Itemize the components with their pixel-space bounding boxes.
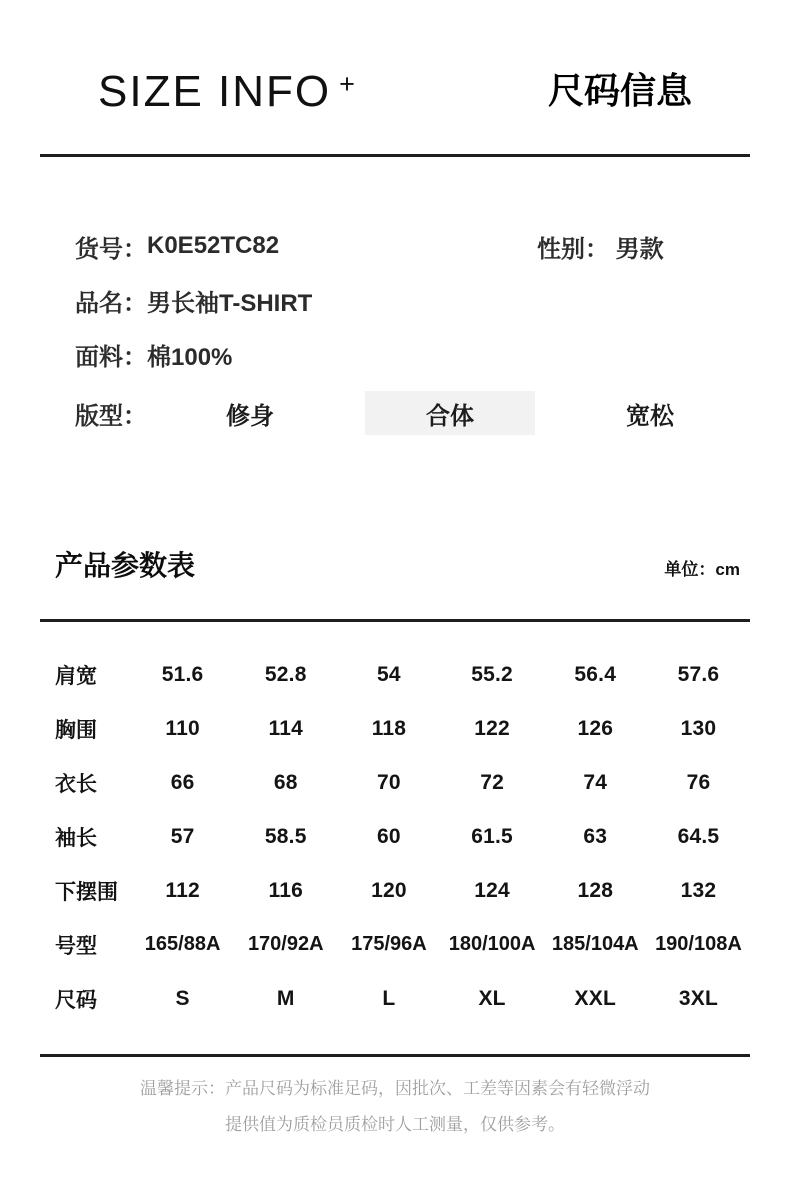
cell-value: 110 <box>165 716 200 740</box>
fabric-value: 棉100% <box>147 343 233 371</box>
footer-note-line2: 提供值为质检员质检时人工测量，仅供参考。 <box>225 1114 565 1134</box>
cell-value: S <box>175 986 190 1010</box>
fit-option-loose-label: 宽松 <box>626 402 674 430</box>
table-section-header <box>40 435 750 585</box>
table-unit: 单位：cm <box>664 559 740 579</box>
row-label: 胸围 <box>55 718 97 742</box>
product-name-value: 男长袖T-SHIRT <box>147 289 313 317</box>
cell-value: 190/108A <box>655 933 742 956</box>
info-row-fit <box>75 391 750 435</box>
gender-group <box>537 229 664 264</box>
cell-value: L <box>382 986 396 1010</box>
cell-value: 57 <box>170 824 195 848</box>
cell-value: M <box>276 986 295 1010</box>
fit-options <box>150 391 750 435</box>
row-label: 尺码 <box>55 988 97 1012</box>
cell-value: 51.6 <box>161 662 204 686</box>
row-label: 肩宽 <box>55 664 97 688</box>
cell-value: 128 <box>577 878 614 902</box>
table-title: 产品参数表 <box>55 550 196 581</box>
cell-value: 175/96A <box>351 933 427 956</box>
fit-option-regular[interactable] <box>350 391 550 435</box>
cell-value: 165/88A <box>144 933 221 956</box>
table-row-length <box>40 756 750 810</box>
cell-value: 66 <box>170 770 195 794</box>
cell-value: 52.8 <box>264 662 307 686</box>
cell-value: 70 <box>377 770 401 794</box>
cell-value: 74 <box>583 770 608 794</box>
gender-label: 性别： <box>537 235 609 263</box>
cell-value: 118 <box>371 716 407 740</box>
table-row-sleeve <box>40 810 750 864</box>
table-row-hem <box>40 864 750 918</box>
fit-label: 版型： <box>75 402 147 430</box>
row-label: 号型 <box>55 934 97 958</box>
fit-option-loose[interactable] <box>550 391 750 435</box>
cell-value: 126 <box>577 716 614 740</box>
fabric-label: 面料： <box>75 343 147 371</box>
table-row-sizetype <box>40 918 750 972</box>
fit-option-slim[interactable] <box>150 391 350 435</box>
cell-value: 56.4 <box>574 662 617 686</box>
footer-note-line1: 温馨提示：产品尺码为标准足码，因批次、工差等因素会有轻微浮动 <box>140 1078 650 1098</box>
cell-value: 55.2 <box>471 662 513 686</box>
page-header <box>40 0 750 154</box>
table-bottom-divider <box>40 1054 750 1057</box>
info-row-itemno-gender <box>75 229 750 263</box>
row-label: 袖长 <box>55 826 97 850</box>
cell-value: XL <box>478 986 506 1010</box>
item-no-label: 货号： <box>75 235 147 263</box>
cell-value: 180/100A <box>448 933 536 956</box>
size-table <box>40 622 750 1026</box>
footer-note <box>40 1071 750 1143</box>
title-english-text: SIZE INFO <box>98 67 332 116</box>
row-label: 下摆围 <box>55 880 118 904</box>
cell-value: 122 <box>474 716 510 740</box>
table-row-shoulder <box>40 648 750 702</box>
table-row-size <box>40 972 750 1026</box>
info-row-fabric <box>75 337 750 371</box>
cell-value: 57.6 <box>677 662 720 686</box>
cell-value: 58.5 <box>264 824 307 848</box>
title-chinese: 尺码信息 <box>547 70 692 111</box>
fit-option-regular-label: 合体 <box>365 391 535 435</box>
cell-value: 114 <box>268 716 303 740</box>
cell-value: 124 <box>474 878 510 902</box>
cell-value: 3XL <box>678 986 718 1010</box>
product-name-label: 品名： <box>75 289 147 317</box>
gender-value: 男款 <box>615 235 664 263</box>
row-label: 衣长 <box>55 772 97 796</box>
cell-value: 185/104A <box>551 933 639 956</box>
item-no-value: K0E52TC82 <box>147 232 280 259</box>
cell-value: 68 <box>273 770 298 794</box>
title-english <box>98 68 357 116</box>
item-no-group <box>75 229 537 264</box>
cell-value: 64.5 <box>677 824 720 848</box>
fit-option-slim-label: 修身 <box>226 402 274 430</box>
cell-value: 63 <box>583 824 608 848</box>
cell-value: XXL <box>574 986 616 1010</box>
cell-value: 54 <box>377 662 401 686</box>
cell-value: 112 <box>165 878 200 902</box>
plus-mark: + <box>339 69 357 99</box>
cell-value: 61.5 <box>471 824 513 848</box>
table-row-chest <box>40 702 750 756</box>
cell-value: 116 <box>268 878 303 902</box>
cell-value: 76 <box>686 770 711 794</box>
cell-value: 120 <box>371 878 407 902</box>
info-row-name <box>75 283 750 317</box>
product-info-section <box>40 157 750 435</box>
cell-value: 72 <box>480 770 504 794</box>
cell-value: 60 <box>377 824 401 848</box>
cell-value: 170/92A <box>247 933 324 956</box>
cell-value: 130 <box>680 716 717 740</box>
cell-value: 132 <box>680 878 717 902</box>
